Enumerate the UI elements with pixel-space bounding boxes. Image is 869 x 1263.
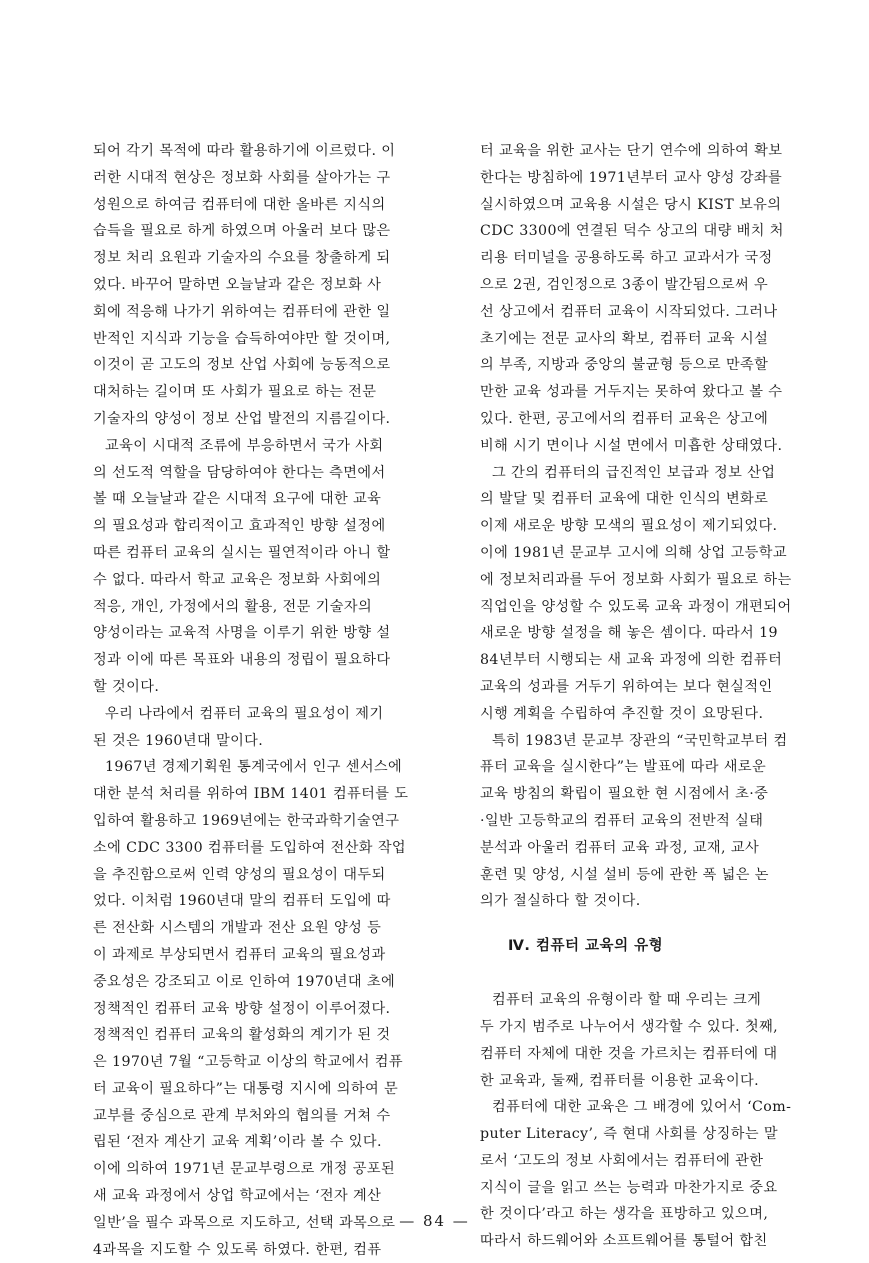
text-line: 의 발달 및 컴퓨터 교육에 대한 인식의 변화로	[480, 491, 769, 508]
text-line: 새로운 방향 설정을 해 놓은 셈이다. 따라서 19	[480, 625, 778, 642]
text-line: 새 교육 과정에서 상업 학교에서는 ‘전자 계산	[93, 1188, 382, 1205]
text-line: 비해 시기 면이나 시설 면에서 미흡한 상태였다.	[480, 437, 783, 454]
text-line: 특히 1983년 문교부 장관의 “국민학교부터 컴	[492, 732, 788, 749]
text-line: 양성이라는 교육적 사명을 이루기 위한 방향 설	[93, 625, 391, 642]
text-line: 성원으로 하여금 컴퓨터에 대한 올바른 지식의	[93, 196, 386, 213]
text-line: 기술자의 양성이 정보 산업 발전의 지름길이다.	[93, 410, 391, 427]
text-line: puter Literacy’, 즉 현대 사회를 상징하는 말	[480, 1126, 778, 1143]
right-column	[480, 138, 836, 1255]
text-line: 었다. 바꾸어 말하면 오늘날과 같은 정보화 사	[93, 276, 382, 293]
text-line: 의 부족, 지방과 중앙의 불균형 등으로 만족할	[480, 357, 769, 374]
text-line: 대처하는 길이며 또 사회가 필요로 하는 전문	[93, 384, 377, 401]
left-column	[93, 138, 463, 1263]
text-line: 터 교육이 필요하다”는 대통령 지시에 의하여 문	[93, 1080, 399, 1097]
text-line: 1967년 경제기획원 통계국에서 인구 센서스에	[105, 759, 403, 776]
text-line: 의 선도적 역할을 담당하여야 한다는 측면에서	[93, 464, 386, 481]
text-line: 이것이 곧 고도의 정보 산업 사회에 능동적으로	[93, 357, 391, 374]
right-column-top-text	[480, 138, 836, 915]
text-line: 따라서 하드웨어와 소프트웨어를 통털어 합친	[480, 1233, 768, 1250]
text-line: 이제 새로운 방향 모색의 필요성이 제기되었다.	[480, 518, 778, 535]
text-line: 컴퓨터 교육의 유형이라 할 때 우리는 크게	[492, 992, 762, 1009]
text-line: 립된 ‘전자 계산기 교육 계획’이라 볼 수 있다.	[93, 1134, 382, 1151]
text-line: 의가 절실하다 할 것이다.	[480, 893, 641, 910]
text-line: 교부를 중심으로 관계 부처와의 협의를 거쳐 수	[93, 1107, 391, 1124]
text-line: 훈련 및 양성, 시설 설비 등에 관한 폭 넓은 논	[480, 866, 769, 883]
text-line: 터 교육을 위한 교사는 단기 연수에 의하여 확보	[480, 143, 783, 159]
text-line: 84년부터 시행되는 새 교육 과정에 의한 컴퓨터	[480, 652, 783, 669]
text-line: ·일반 고등학교의 컴퓨터 교육의 전반적 실태	[480, 812, 764, 829]
text-line: 른 전산화 시스템의 개발과 전산 요원 양성 등	[93, 920, 382, 937]
text-line: 있다. 한편, 공고에서의 컴퓨터 교육은 상고에	[480, 410, 769, 427]
heading-spacer-after	[480, 961, 836, 987]
text-line: 되어 각기 목적에 따라 활용하기에 이르렀다. 이	[93, 143, 396, 159]
text-line: 만한 교육 성과를 거두지는 못하여 왔다고 볼 수	[480, 384, 783, 401]
text-line: 된 것은 1960년대 말이다.	[93, 732, 264, 749]
text-line: 4과목을 지도할 수 있도록 하였다. 한편, 컴퓨	[93, 1241, 382, 1258]
text-line: 정과 이에 따른 목표와 내용의 정립이 필요하다	[93, 652, 391, 669]
text-line: 따른 컴퓨터 교육의 실시는 필연적이라 아니 할	[93, 544, 391, 561]
text-line: 한 것이다’라고 하는 생각을 표방하고 있으며,	[480, 1206, 769, 1223]
text-line: 볼 때 오늘날과 같은 시대적 요구에 대한 교육	[93, 491, 382, 508]
text-line: 한 교육과, 둘째, 컴퓨터를 이용한 교육이다.	[480, 1072, 760, 1089]
text-line: 초기에는 전문 교사의 확보, 컴퓨터 교육 시설	[480, 330, 769, 347]
text-line: 실시하였으며 교육용 시설은 당시 KIST 보유의	[480, 196, 782, 213]
text-line: 시행 계획을 수립하여 추진할 것이 요망된다.	[480, 705, 764, 722]
text-line: 적응, 개인, 가정에서의 활용, 전문 기술자의	[93, 598, 373, 615]
text-line: 우리 나라에서 컴퓨터 교육의 필요성이 제기	[105, 705, 384, 722]
text-line: 컴퓨터에 대한 교육은 그 배경에 있어서 ‘Com-	[492, 1099, 792, 1116]
text-line: 교육 방침의 확립이 필요한 현 시점에서 초·중	[480, 786, 769, 803]
text-line: 직업인을 양성할 수 있도록 교육 과정이 개편되어	[480, 598, 792, 615]
text-line: 이 과제로 부상되면서 컴퓨터 교육의 필요성과	[93, 946, 386, 963]
text-line: 교육이 시대적 조류에 부응하면서 국가 사회	[105, 437, 384, 454]
text-line: 그 간의 컴퓨터의 급진적인 보급과 정보 산업	[492, 464, 776, 481]
section-heading: Ⅳ. 컴퓨터 교육의 유형	[508, 938, 664, 955]
text-line: 교육의 성과를 거두기 위하여는 보다 현실적인	[480, 678, 773, 695]
text-line: 정책적인 컴퓨터 교육 방향 설정이 이루어졌다.	[93, 1000, 391, 1017]
text-line: 정보 처리 요원과 기술자의 수요를 창출하게 되	[93, 250, 391, 267]
text-line: 수 없다. 따라서 학교 교육은 정보화 사회에의	[93, 571, 382, 588]
page-number: — 84 —	[399, 1212, 470, 1230]
text-line: 정책적인 컴퓨터 교육의 활성화의 계기가 된 것	[93, 1027, 391, 1044]
text-line: 분석과 아울러 컴퓨터 교육 과정, 교재, 교사	[480, 839, 760, 856]
text-line: 은 1970년 7월 “고등학교 이상의 학교에서 컴퓨	[93, 1054, 403, 1071]
text-line: 한다는 방침하에 1971년부터 교사 양성 강좌를	[480, 169, 783, 186]
text-line: 습득을 필요로 하게 하였으며 아울러 보다 많은	[93, 223, 391, 240]
text-line: 중요성은 강조되고 이로 인하여 1970년대 초에	[93, 973, 396, 990]
text-line: 리용 터미널을 공용하도록 하고 교과서가 국정	[480, 250, 773, 267]
text-line: 퓨터 교육을 실시한다”는 발표에 따라 새로운	[480, 759, 767, 776]
text-line: 에 정보처리과를 두어 정보화 사회가 필요로 하는	[480, 571, 792, 588]
text-line: CDC 3300에 연결된 덕수 상고의 대량 배치 처	[480, 223, 784, 240]
text-line: 이에 1981년 문교부 고시에 의해 상업 고등학교	[480, 544, 787, 561]
text-line: 러한 시대적 현상은 정보화 사회를 살아가는 구	[93, 169, 391, 186]
text-line: 회에 적응해 나가기 위하여는 컴퓨터에 관한 일	[93, 303, 391, 320]
text-line: 할 것이다.	[93, 678, 160, 695]
text-line: 으로 2권, 검인정으로 3종이 발간됨으로써 우	[480, 276, 769, 293]
text-line: 반적인 지식과 기능을 습득하여야만 할 것이며,	[93, 330, 391, 347]
text-line: 이에 의하여 1971년 문교부령으로 개정 공포된	[93, 1161, 396, 1178]
text-line: 었다. 이처럼 1960년대 말의 컴퓨터 도입에 따	[93, 893, 391, 910]
text-line: 의 필요성과 합리적이고 효과적인 방향 설정에	[93, 518, 386, 535]
text-line: 로서 ‘고도의 정보 사회에서는 컴퓨터에 관한	[480, 1152, 764, 1169]
text-line: 일반’을 필수 과목으로 지도하고, 선택 과목으로	[93, 1214, 396, 1231]
text-line: 두 가지 범주로 나누어서 생각할 수 있다. 첫째,	[480, 1018, 779, 1035]
text-line: 입하여 활용하고 1969년에는 한국과학기술연구	[93, 812, 400, 829]
text-line: 을 추진함으로써 인력 양성의 필요성이 대두되	[93, 866, 386, 883]
heading-spacer	[480, 915, 836, 931]
text-line: 지식이 글을 읽고 쓰는 능력과 마찬가지로 중요	[480, 1179, 778, 1196]
text-line: 대한 분석 처리를 위하여 IBM 1401 컴퓨터를 도	[93, 786, 409, 803]
text-line: 컴퓨터 자체에 대한 것을 가르치는 컴퓨터에 대	[480, 1045, 778, 1062]
text-line: 소에 CDC 3300 컴퓨터를 도입하여 전산화 작업	[93, 839, 407, 856]
text-line: 선 상고에서 컴퓨터 교육이 시작되었다. 그러나	[480, 303, 778, 320]
